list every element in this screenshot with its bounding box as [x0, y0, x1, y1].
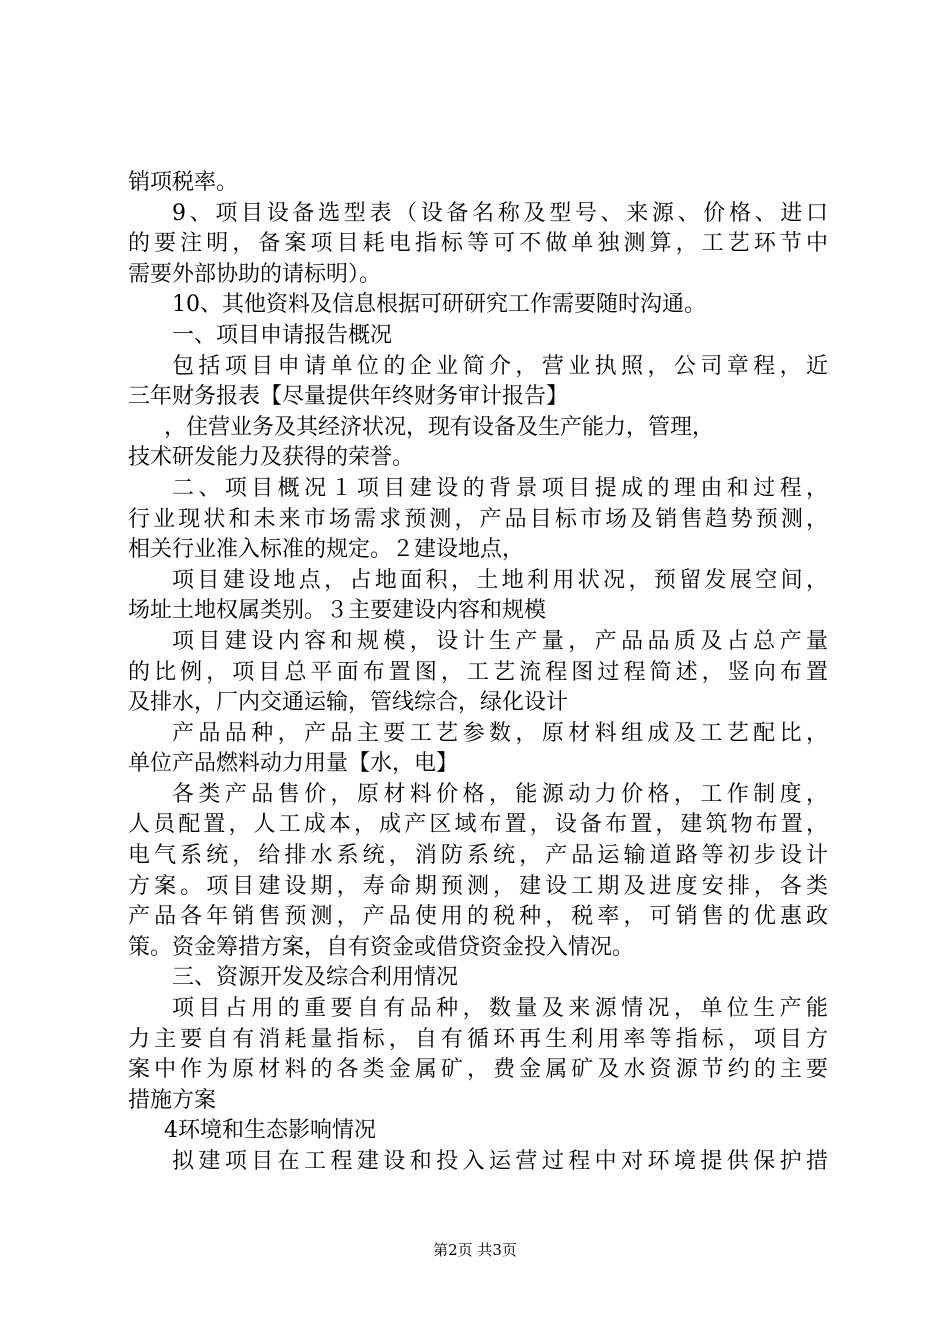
text-line: 项目占用的重要自有品种，数量及来源情况，单位生产能	[172, 996, 828, 1022]
text-line: 项目建设地点，占地面积，土地利用状况，预留发展空间，	[172, 567, 828, 593]
text-line: 各类产品售价，原材料价格，能源动力价格，工作制度，	[172, 781, 828, 807]
text-line: 产品品种，产品主要工艺参数，原材料组成及工艺配比，	[172, 720, 828, 746]
section-heading: 三、资源开发及综合利用情况	[172, 965, 459, 991]
text-line: 行业现状和未来市场需求预测，产品目标市场及销售趋势预测，	[128, 506, 828, 532]
text-line: 电气系统，给排水系统，消防系统，产品运输道路等初步设计	[128, 843, 828, 869]
text-line: ，住营业务及其经济状况，现有设备及生产能力，管理，	[164, 414, 715, 440]
text-line: 策。资金筹措方案，自有资金或借贷资金投入情况。	[128, 934, 635, 960]
text-line: 单位产品燃料动力用量【水，电】	[128, 751, 459, 777]
text-line: 销项税率。	[128, 170, 239, 195]
section-heading: 二、项目概况１项目建设的背景项目提成的理由和过程，	[172, 475, 828, 501]
text-line: 的比例，项目总平面布置图，工艺流程图过程简述，竖向布置	[128, 659, 828, 685]
text-line: 项目建设内容和规模，设计生产量，产品品质及占总产量	[172, 628, 828, 654]
text-line: 措施方案	[128, 1087, 217, 1113]
text-line: 力主要自有消耗量指标，自有循环再生利用率等指标，项目方	[128, 1026, 828, 1052]
text-line: 人员配置，人工成本，成产区域布置，设备布置，建筑物布置，	[128, 812, 828, 838]
text-line: 相关行业准入标准的规定。２建设地点，	[128, 537, 525, 563]
text-line: 及排水，厂内交通运输，管线综合，绿化设计	[128, 690, 569, 716]
text-line: 的要注明，备案项目耗电指标等可不做单独测算，工艺环节中	[128, 231, 828, 257]
text-line: 技术研发能力及获得的荣誉。	[128, 445, 415, 471]
text-line: 方案。项目建设期，寿命期预测，建设工期及进度安排，各类	[128, 873, 828, 899]
text-line: 案中作为原材料的各类金属矿，费金属矿及水资源节约的主要	[128, 1057, 828, 1083]
text-line: 包括项目申请单位的企业简介，营业执照，公司章程，近	[172, 353, 828, 379]
text-line: 产品各年销售预测，产品使用的税种，税率，可销售的优惠政	[128, 904, 828, 930]
text-line: 三年财务报表【尽量提供年终财务审计报告】	[128, 384, 569, 410]
document-body	[128, 168, 828, 1178]
text-line: 场址土地权属类别。３主要建设内容和规模	[128, 598, 547, 624]
text-line: 9、项目设备选型表（设备名称及型号、来源、价格、进口	[172, 200, 828, 226]
text-line: 需要外部协助的请标明）。	[128, 261, 382, 287]
page-number-footer: 第2页 共3页	[433, 1241, 517, 1259]
section-heading: 4环境和生态影响情况	[164, 1118, 376, 1144]
section-heading: 一、项目申请报告概况	[172, 322, 393, 348]
text-line: 拟建项目在工程建设和投入运营过程中对环境提供保护措	[172, 1149, 828, 1174]
text-line: 10、其他资料及信息根据可研研究工作需要随时沟通。	[172, 292, 706, 318]
